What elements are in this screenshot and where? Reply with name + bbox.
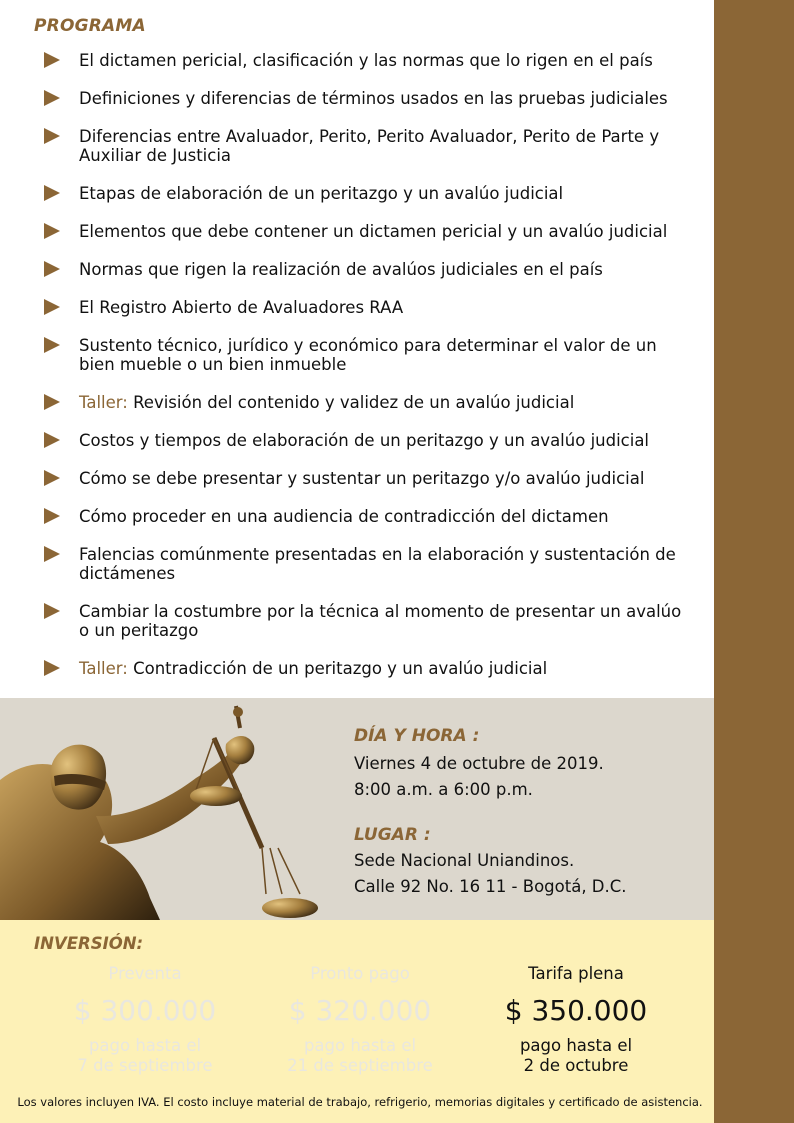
list-item-text: Cómo se debe presentar y sustentar un peritazgo y/o avalúo judicial [79, 469, 645, 488]
list-item-text: Cambiar la costumbre por la técnica al momento de presentar un avalúo o un peritazgo [79, 602, 682, 640]
list-item-text: Sustento técnico, jurídico y económico para determinar el valor de un bien mueble o un bien inmueble [79, 336, 657, 374]
bullet-triangle-icon [44, 52, 60, 68]
tarifa-deadline: pago hasta el [303, 1036, 417, 1055]
bullet-triangle-icon [44, 508, 60, 524]
tarifa-name: Pronto pago [310, 964, 410, 983]
tarifa-preventa [45, 964, 245, 1076]
tarifa-name: Tarifa plena [528, 964, 624, 983]
hora-text: 8:00 a.m. a 6:00 p.m. [354, 780, 533, 799]
tarifa-deadline-date: 21 de septiembre [287, 1056, 433, 1075]
tarifa-plena [476, 964, 676, 1076]
list-item [44, 260, 684, 279]
tarifa-name: Preventa [108, 964, 182, 983]
bullet-triangle-icon [44, 394, 60, 410]
bullet-triangle-icon [44, 128, 60, 144]
bullet-triangle-icon [44, 90, 60, 106]
tarifa-deadline-date: 7 de septiembre [77, 1056, 213, 1075]
tarifa-price: $ 350.000 [504, 994, 648, 1027]
list-item-text: El Registro Abierto de Avaluadores RAA [79, 298, 404, 317]
list-item [44, 298, 684, 317]
list-item [44, 602, 684, 640]
list-item-text: Cómo proceder en una audiencia de contradicción del dictamen [79, 507, 609, 526]
list-item-text: El dictamen pericial, clasificación y las normas que lo rigen en el país [79, 51, 653, 70]
list-item [44, 507, 684, 526]
fecha-text: Viernes 4 de octubre de 2019. [354, 754, 604, 773]
list-item-text: Contradicción de un peritazgo y un avalúo judicial [127, 659, 548, 678]
list-item-text: Etapas de elaboración de un peritazgo y un avalúo judicial [79, 184, 564, 203]
dia-hora-label: DÍA Y HORA : [354, 726, 480, 746]
list-item-text: Revisión del contenido y validez de un avalúo judicial [127, 393, 575, 412]
bullet-triangle-icon [44, 261, 60, 277]
list-item [44, 51, 684, 70]
tarifa-deadline: pago hasta el [519, 1036, 633, 1055]
list-item-text: Elementos que debe contener un dictamen pericial y un avalúo judicial [79, 222, 668, 241]
footnote: Los valores incluyen IVA. El costo incluye material de trabajo, refrigerio, memorias digitales y certificado de asistencia. [17, 1095, 703, 1109]
bullet-triangle-icon [44, 603, 60, 619]
event-info-banner [0, 698, 714, 920]
bullet-triangle-icon [44, 546, 60, 562]
decorative-sidebar [714, 0, 794, 1123]
bullet-triangle-icon [44, 185, 60, 201]
list-item-text: Normas que rigen la realización de avalúos judiciales en el país [79, 260, 603, 279]
tarifa-deadline-date: 2 de octubre [523, 1056, 629, 1075]
bullet-triangle-icon [44, 432, 60, 448]
tarifa-price: $ 300.000 [73, 994, 217, 1027]
sede-text: Sede Nacional Uniandinos. [354, 851, 575, 870]
bullet-triangle-icon [44, 470, 60, 486]
list-item [44, 469, 684, 488]
bullet-triangle-icon [44, 660, 60, 676]
bullet-triangle-icon [44, 299, 60, 315]
list-item [44, 336, 684, 374]
list-item [44, 545, 684, 583]
list-item-text: Definiciones y diferencias de términos usados en las pruebas judiciales [79, 89, 668, 108]
bullet-triangle-icon [44, 223, 60, 239]
lugar-label: LUGAR : [354, 825, 431, 845]
bullet-triangle-icon [44, 337, 60, 353]
list-item [44, 222, 684, 241]
inversion-title: INVERSIÓN: [34, 934, 144, 953]
list-item [44, 659, 684, 678]
list-item-text: Falencias comúnmente presentadas en la elaboración y sustentación de dictámenes [79, 545, 676, 583]
list-item [44, 89, 684, 108]
programa-title: PROGRAMA [34, 16, 146, 36]
list-item [44, 393, 684, 412]
justice-statue-image [0, 698, 340, 920]
list-item-text: Costos y tiempos de elaboración de un peritazgo y un avalúo judicial [79, 431, 650, 450]
tarifa-pronto-pago [260, 964, 460, 1076]
list-item [44, 127, 684, 165]
tarifa-price: $ 320.000 [288, 994, 432, 1027]
taller-label: Taller: [79, 659, 128, 678]
list-item [44, 184, 684, 203]
inversion-section [0, 920, 714, 1123]
list-item-text: Diferencias entre Avaluador, Perito, Perito Avaluador, Perito de Parte y Auxiliar de Justicia [79, 127, 660, 165]
tarifa-deadline: pago hasta el [88, 1036, 202, 1055]
list-item [44, 431, 684, 450]
direccion-text: Calle 92 No. 16 11 - Bogotá, D.C. [354, 877, 627, 896]
taller-label: Taller: [79, 393, 128, 412]
